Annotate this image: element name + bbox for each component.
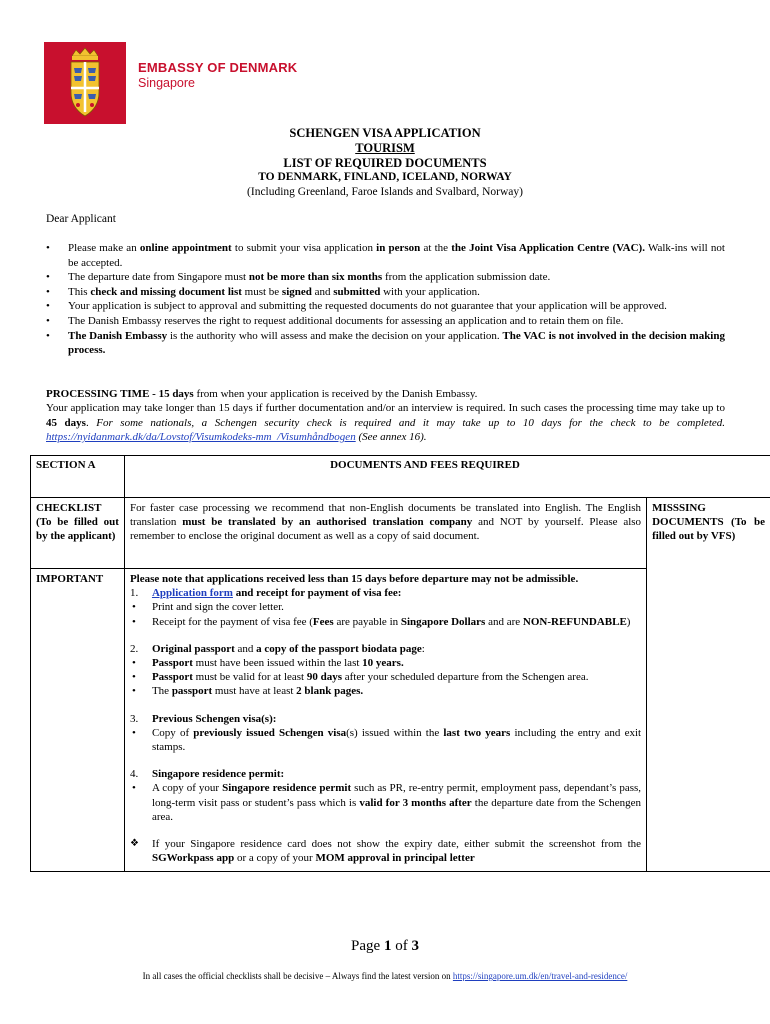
table-row [31,498,770,569]
visa-handbook-link[interactable]: https://nyidanmark.dk/da/Lovstof/Visumkodeks-mm_/Visumhåndbogen [46,431,356,444]
list-item: • The departure date from Singapore must not be more than six months from the application submission date. [46,270,725,285]
processing-time-line: PROCESSING TIME - 15 days from when your application is received by the Danish Embassy. [46,388,478,400]
title-line1: SCHENGEN VISA APPLICATION [289,126,481,140]
danish-coat-of-arms-icon [44,42,126,124]
important-note: Please note that applications received less than 15 days before departure may not be admissible. [129,573,579,585]
list-item: • Your application is subject to approval and submitting the requested documents do not guarantee that your application will be approved. [46,299,725,314]
embassy-logo-block [44,42,126,124]
section-label: SECTION A [31,456,125,498]
list-item: • A copy of your Singapore residence permit such as PR, re-entry permit, employment pass, dependant’s pass, long-term visit pass or student’s pass which is valid for 3 months after the departure date from the Schengen area. [130,781,641,824]
table-header-row [31,456,770,498]
list-item: • Copy of previously issued Schengen visa(s) issued within the last two years including the entry and exit stamps. [130,726,641,754]
instructions-list [46,241,725,358]
greeting: Dear Applicant [46,213,116,225]
title-line2: TOURISM [355,141,415,155]
important-label: IMPORTANT [31,569,125,872]
list-item: ❖ If your Singapore residence card does not show the expiry date, either submit the screenshot from the SGWorkpass app or a copy of your MOM approval in principal letter [130,837,641,871]
footer-link[interactable]: https://singapore.um.dk/en/travel-and-residence/ [452,971,628,981]
docs-header: DOCUMENTS AND FEES REQUIRED [124,456,770,498]
documents-table [30,455,770,872]
org-location: Singapore [138,76,195,90]
requirement-item-1: 1. Application form and receipt for payment of visa fee: [129,587,402,600]
list-item: • The Danish Embassy is the authority who will assess and make the decision on your application. The VAC is not involved in the decision making process. [46,329,725,358]
list-item: • Passport must be valid for at least 90 days after your scheduled departure from the Schengen area. [130,670,641,684]
requirement-item-2: 2. Original passport and a copy of the passport biodata page: [129,642,425,655]
requirement-item-3: 3. Previous Schengen visa(s): [129,712,277,725]
missing-documents-column: MISSSING DOCUMENTS (To be filled out by VFS) [647,498,770,872]
org-name: EMBASSY OF DENMARK [138,60,298,75]
checklist-text: For faster case processing we recommend that non-English documents be translated into English. The English translation must be translated by an authorised translation company and NOT by yourself. Please also remember to enclose the original document as well as a copy of said document. [124,498,646,569]
footer-note: In all cases the official checklists shall be decisive – Always find the latest version on https://singapore.um.dk/en/travel-and-residence/ [142,971,628,981]
list-item: • Print and sign the cover letter. [130,600,641,614]
list-item: • This check and missing document list must be signed and submitted with your application. [46,285,725,300]
list-item: • Please make an online appointment to submit your visa application in person at the the Joint Visa Application Centre (VAC). Walk-ins will not be accepted. [46,241,725,270]
title-line3: LIST OF REQUIRED DOCUMENTS [283,156,487,170]
list-item: • The Danish Embassy reserves the right to request additional documents for assessing an application and to retain them on file. [46,314,725,329]
title-line5: (Including Greenland, Faroe Islands and Svalbard, Norway) [247,186,523,198]
list-item: • The passport must have at least 2 blank pages. [130,684,641,698]
processing-details: Your application may take longer than 15 days if further documentation and/or an interview is required. In such cases the processing time may take up to 45 days. For some nationals, a Schengen security check is required and it may take up to 10 days for the check to be completed. https://nyidanmark.dk/da/Lovstof/Visumkodeks-mm_/Visumhåndbogen (See annex 16). [46,402,726,444]
application-form-link[interactable]: Application form [151,587,233,600]
list-item: • Passport must have been issued within the last 10 years. [130,656,641,670]
title-line4: TO DENMARK, FINLAND, ICELAND, NORWAY [258,171,512,183]
checklist-label: CHECKLIST (To be filled out by the applicant) [31,498,125,569]
list-item: • Receipt for the payment of visa fee (Fees are payable in Singapore Dollars and are NON-REFUNDABLE) [130,615,641,629]
requirement-item-4: 4. Singapore residence permit: [129,768,285,781]
page-number: Page 1 of 3 [351,938,419,954]
requirements-cell [124,569,646,872]
